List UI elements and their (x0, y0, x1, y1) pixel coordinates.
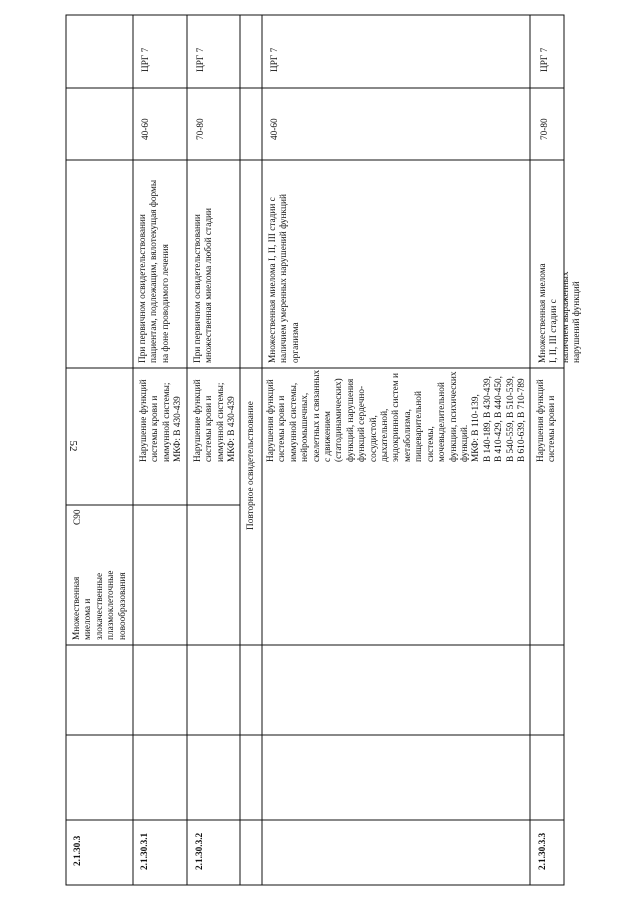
name-cell: Множественная миелома и злокачественные плазмоклеточные новообразования (72, 570, 128, 640)
percent-cell: 70-80 (540, 118, 550, 140)
reference-cell: ЦРГ 7 (540, 47, 550, 72)
section-header: Повторное освидетельствование (246, 401, 256, 530)
percent-cell: 40-60 (141, 118, 151, 140)
icd-cell: C90 (73, 509, 83, 525)
impairment-cell: Нарушение функций системы крови и иммунной системы; МКФ: В 430-439 (139, 379, 184, 462)
description-cell: Множественная миелома I, II, III стадии с наличием умеренных нарушений функций организма (268, 194, 301, 363)
code-cell: 2.1.30.3.2 (195, 832, 205, 870)
description-cell: При первичном освидетельствовании пациентам, подлежащим, вялотекущая формы на фоне проводимого лечения (138, 179, 171, 363)
page-number: 52 (67, 440, 79, 452)
code-cell: 2.1.30.3.3 (538, 832, 548, 870)
impairment-cell: Нарушения функций системы крови и (536, 379, 558, 462)
reference-cell: ЦРГ 7 (196, 47, 206, 72)
percent-cell: 40-60 (270, 118, 280, 140)
description-cell: Множественная миелома I, II, III стадии с наличием выраженных нарушений функций (538, 263, 583, 363)
percent-cell: 70-80 (196, 118, 206, 140)
code-cell: 2.1.30.3.1 (140, 832, 150, 870)
description-cell: При первичном освидетельствовании множественная миелома любой стадии (193, 207, 215, 363)
code-cell: 2.1.30.3 (73, 835, 83, 866)
impairment-cell: Нарушения функций системы крови и иммунной системы, нейромышечных, скелетных и связанных с движением (статодинамических) функций, нарушения функций сердечно- сосудистой, дыхательной, эндокринной систем и метаболизма, пищеварительной системы, мочевыделительной функции, психических функций. МКФ: В 110-139, В 140-189, В 430-439, В 410-429, В 440-450, В 540-559, В 510-539, В 610-639, В 710-789 (266, 369, 527, 462)
impairment-cell: Нарушение функций системы крови и иммунной системы; МКФ: В 430-439 (193, 379, 238, 462)
reference-cell: ЦРГ 7 (141, 47, 151, 72)
reference-cell: ЦРГ 7 (270, 47, 280, 72)
